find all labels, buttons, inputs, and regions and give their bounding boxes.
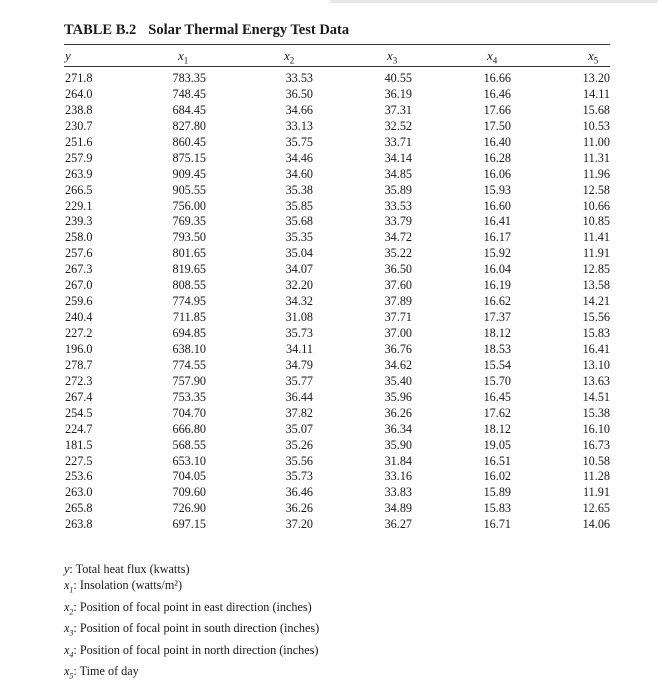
table-cell-col4: 16.04: [483, 262, 511, 277]
table-cell-col5: 10.85: [582, 214, 610, 229]
table-cell-col3: 36.27: [384, 517, 412, 532]
table-cell-col2: 36.50: [285, 86, 313, 101]
table-cell-col0: 229.1: [65, 198, 93, 213]
table-cell-col1: 875.15: [172, 150, 206, 165]
table-cell-col4: 18.12: [483, 421, 511, 436]
table-cell-col3: 34.62: [384, 357, 412, 372]
top-rule: [64, 44, 610, 45]
table-cell-col5: 11.28: [583, 469, 610, 484]
table-row: [0, 71, 658, 87]
table-cell-col0: 265.8: [65, 501, 93, 516]
table-cell-col2: 37.20: [285, 517, 313, 532]
table-row: [0, 199, 658, 215]
footnote-var: x: [64, 599, 70, 614]
footnote-text: : Position of focal point in north direction (inches): [73, 642, 319, 657]
table-cell-col0: 253.6: [65, 469, 93, 484]
table-cell-col1: 704.70: [172, 405, 206, 420]
table-cell-col5: 11.91: [583, 485, 610, 500]
table-cell-col2: 34.07: [285, 262, 313, 277]
table-cell-col3: 33.53: [384, 198, 412, 213]
table-cell-col3: 33.16: [384, 469, 412, 484]
table-cell-col4: 16.17: [483, 230, 511, 245]
table-cell-col4: 16.19: [483, 278, 511, 293]
table-cell-col4: 17.62: [483, 405, 511, 420]
table-cell-col3: 37.89: [384, 294, 412, 309]
table-cell-col1: 905.55: [172, 182, 206, 197]
table-row: [0, 183, 658, 199]
header-x3-sub: 3: [392, 55, 398, 66]
table-cell-col3: 37.60: [384, 278, 412, 293]
table-cell-col0: 257.6: [65, 246, 93, 261]
table-cell-col4: 16.02: [483, 469, 511, 484]
table-cell-col4: 17.66: [483, 102, 511, 117]
footnote-line: [64, 577, 319, 599]
table-cell-col0: 224.7: [65, 421, 93, 436]
table-cell-col4: 16.40: [483, 134, 511, 149]
table-cell-col1: 757.90: [172, 373, 206, 388]
table-row: [0, 135, 658, 151]
table-row: [0, 342, 658, 358]
table-cell-col3: 36.26: [384, 405, 412, 420]
table-cell-col2: 34.11: [286, 341, 313, 356]
table-cell-col3: 32.52: [384, 118, 412, 133]
table-row: [0, 422, 658, 438]
header-y-var: y: [65, 48, 71, 63]
table-cell-col2: 35.07: [285, 421, 313, 436]
table-cell-col4: 16.28: [483, 150, 511, 165]
table-cell-col3: 37.00: [384, 326, 412, 340]
footnote-line: [64, 663, 319, 685]
table-footnotes: [64, 561, 319, 685]
table-cell-col0: 267.4: [65, 389, 93, 404]
table-cell-col0: 239.3: [65, 214, 93, 229]
table-cell-col3: 33.79: [384, 214, 412, 229]
table-cell-col1: 909.45: [172, 166, 206, 181]
table-cell-col5: 13.58: [582, 278, 610, 293]
table-cell-col4: 17.50: [483, 118, 511, 133]
header-x3-var: x: [387, 48, 393, 63]
table-row: [0, 390, 658, 406]
table-cell-col0: 251.6: [65, 134, 93, 149]
table-cell-col1: 653.10: [172, 453, 206, 468]
table-cell-col2: 33.53: [285, 71, 313, 85]
table-cell-col1: 756.00: [172, 198, 206, 213]
table-cell-col1: 748.45: [172, 86, 206, 101]
table-row: [0, 358, 658, 374]
footnote-var: x: [64, 664, 70, 679]
table-cell-col5: 14.21: [582, 294, 610, 309]
header-y: [65, 48, 71, 66]
table-cell-col4: 16.45: [483, 389, 511, 404]
table-cell-col2: 35.04: [285, 246, 313, 261]
table-cell-col5: 16.73: [582, 437, 610, 452]
footnote-line: [64, 599, 319, 621]
table-row: [0, 167, 658, 183]
table-cell-col1: 774.95: [172, 294, 206, 309]
table-row: [0, 278, 658, 294]
table-row: [0, 326, 658, 342]
footnote-text: : Time of day: [73, 664, 139, 679]
table-cell-col0: 278.7: [65, 357, 93, 372]
table-cell-col3: 34.72: [384, 230, 412, 245]
table-cell-col2: 36.46: [285, 485, 313, 500]
footnote-sub: 2: [69, 607, 74, 617]
table-cell-col5: 13.20: [582, 71, 610, 85]
footnote-line: [64, 620, 319, 642]
table-cell-col4: 16.71: [483, 517, 511, 532]
table-cell-col3: 36.34: [384, 421, 412, 436]
table-cell-col0: 272.3: [65, 373, 93, 388]
table-cell-col5: 11.00: [583, 134, 610, 149]
header-x4-var: x: [487, 48, 493, 63]
table-row: [0, 454, 658, 470]
header-x2: [284, 48, 294, 66]
table-row: [0, 246, 658, 262]
table-cell-col4: 15.89: [483, 485, 511, 500]
table-cell-col1: 801.65: [172, 246, 206, 261]
table-row: [0, 87, 658, 103]
table-cell-col3: 35.96: [384, 389, 412, 404]
table-cell-col0: 264.0: [65, 86, 93, 101]
header-x1-var: x: [178, 48, 184, 63]
table-cell-col5: 10.66: [582, 198, 610, 213]
footnote-sub: 4: [69, 650, 74, 660]
table-row: [0, 501, 658, 517]
table-cell-col1: 711.85: [172, 310, 206, 325]
table-row: [0, 406, 658, 422]
table-cell-col5: 14.11: [583, 86, 610, 101]
table-cell-col0: 271.8: [65, 71, 93, 85]
table-cell-col0: 266.5: [65, 182, 93, 197]
table-cell-col2: 35.56: [285, 453, 313, 468]
table-cell-col4: 16.66: [483, 71, 511, 85]
table-cell-col0: 230.7: [65, 118, 93, 133]
table-cell-col5: 13.63: [582, 373, 610, 388]
table-row: [0, 438, 658, 454]
table-cell-col3: 35.89: [384, 182, 412, 197]
table-cell-col2: 35.77: [285, 373, 313, 388]
footnote-var: x: [64, 621, 70, 636]
table-cell-col3: 33.83: [384, 485, 412, 500]
table-cell-col1: 726.90: [172, 501, 206, 516]
table-cell-col5: 12.58: [582, 182, 610, 197]
table-cell-col2: 33.13: [285, 118, 313, 133]
table-cell-col2: 35.68: [285, 214, 313, 229]
header-x1: [178, 48, 188, 66]
table-cell-col1: 774.55: [172, 357, 206, 372]
table-cell-col2: 32.20: [285, 278, 313, 293]
table-cell-col2: 35.38: [285, 182, 313, 197]
table-cell-col1: 638.10: [172, 341, 206, 356]
table-cell-col3: 31.84: [384, 453, 412, 468]
table-title: [64, 22, 349, 39]
header-rule: [64, 66, 610, 67]
table-cell-col1: 860.45: [172, 134, 206, 149]
table-cell-col3: 36.76: [384, 341, 412, 356]
table-cell-col5: 15.38: [582, 405, 610, 420]
table-cell-col2: 34.66: [285, 102, 313, 117]
table-cell-col2: 34.46: [285, 150, 313, 165]
table-cell-col2: 34.79: [285, 357, 313, 372]
footnote-text: : Total heat flux (kwatts): [69, 562, 190, 576]
table-cell-col5: 12.65: [582, 501, 610, 516]
table-number: TABLE B.2: [64, 22, 137, 38]
table-cell-col2: 37.82: [285, 405, 313, 420]
footnote-line: [64, 642, 319, 664]
table-cell-col4: 18.53: [483, 341, 511, 356]
table-cell-col5: 10.58: [582, 453, 610, 468]
footnote-line: [64, 561, 319, 577]
table-cell-col0: 267.0: [65, 278, 93, 293]
footnote-var: x: [64, 642, 70, 657]
header-x5-sub: 5: [593, 55, 599, 66]
table-cell-col5: 11.41: [583, 230, 610, 245]
table-cell-col4: 16.41: [483, 214, 511, 229]
table-cell-col2: 36.44: [285, 389, 313, 404]
table-cell-col0: 259.6: [65, 294, 93, 309]
table-cell-col4: 16.46: [483, 86, 511, 101]
table-cell-col0: 263.9: [65, 166, 93, 181]
header-x3: [387, 48, 397, 66]
table-cell-col4: 16.60: [483, 198, 511, 213]
table-cell-col2: 34.60: [285, 166, 313, 181]
table-cell-col0: 254.5: [65, 405, 93, 420]
table-cell-col3: 35.40: [384, 373, 412, 388]
table-cell-col5: 14.51: [582, 389, 610, 404]
table-row: [0, 485, 658, 501]
table-cell-col0: 257.9: [65, 150, 93, 165]
table-cell-col3: 37.71: [384, 310, 412, 325]
table-body: [0, 71, 658, 533]
table-cell-col5: 16.41: [582, 341, 610, 356]
table-row: [0, 294, 658, 310]
table-cell-col0: 238.8: [65, 102, 93, 117]
table-cell-col3: 36.19: [384, 86, 412, 101]
table-row: [0, 374, 658, 390]
table-cell-col4: 15.93: [483, 182, 511, 197]
table-cell-col5: 10.53: [582, 118, 610, 133]
table-cell-col4: 19.05: [483, 437, 511, 452]
table-cell-col5: 15.68: [582, 102, 610, 117]
table-cell-col1: 783.35: [172, 71, 206, 85]
table-cell-col1: 568.55: [172, 437, 206, 452]
table-cell-col1: 827.80: [172, 118, 206, 133]
table-cell-col1: 666.80: [172, 421, 206, 436]
footnote-sub: 3: [69, 628, 74, 638]
table-cell-col0: 267.3: [65, 262, 93, 277]
footnote-var: x: [64, 578, 70, 593]
table-cell-col5: 16.10: [582, 421, 610, 436]
table-cell-col1: 694.85: [172, 326, 206, 340]
table-cell-col2: 35.73: [285, 469, 313, 484]
table-cell-col0: 240.4: [65, 310, 93, 325]
table-cell-col5: 12.85: [582, 262, 610, 277]
footnote-sub: 5: [69, 671, 74, 681]
table-cell-col0: 227.5: [65, 453, 93, 468]
table-cell-col1: 697.15: [172, 517, 206, 532]
table-cell-col4: 16.51: [483, 453, 511, 468]
table-cell-col0: 181.5: [65, 437, 93, 452]
table-row: [0, 262, 658, 278]
footnote-sub: 1: [69, 585, 74, 595]
table-cell-col1: 704.05: [172, 469, 206, 484]
footnote-var: y: [64, 562, 70, 576]
header-x5: [588, 48, 598, 66]
table-cell-col1: 819.65: [172, 262, 206, 277]
table-cell-col0: 196.0: [65, 341, 93, 356]
footnote-text: : Insolation (watts/m²): [73, 578, 183, 593]
table-cell-col3: 36.50: [384, 262, 412, 277]
table-cell-col4: 17.37: [483, 310, 511, 325]
table-cell-col2: 36.26: [285, 501, 313, 516]
table-cell-col4: 15.83: [483, 501, 511, 516]
table-cell-col5: 14.06: [582, 517, 610, 532]
table-cell-col1: 808.55: [172, 278, 206, 293]
table-cell-col5: 11.91: [583, 246, 610, 261]
footnote-text: : Position of focal point in east direction (inches): [73, 599, 312, 614]
table-cell-col3: 40.55: [384, 71, 412, 85]
table-row: [0, 517, 658, 533]
table-caption: Solar Thermal Energy Test Data: [148, 22, 350, 38]
table-cell-col1: 753.35: [172, 389, 206, 404]
table-cell-col1: 769.35: [172, 214, 206, 229]
table-cell-col0: 263.0: [65, 485, 93, 500]
table-cell-col5: 15.56: [582, 310, 610, 325]
table-cell-col5: 11.31: [583, 150, 610, 165]
table-row: [0, 151, 658, 167]
table-cell-col0: 258.0: [65, 230, 93, 245]
table-cell-col3: 34.85: [384, 166, 412, 181]
table-cell-col4: 16.62: [483, 294, 511, 309]
table-cell-col1: 709.60: [172, 485, 206, 500]
table-cell-col2: 35.85: [285, 198, 313, 213]
table-cell-col2: 34.32: [285, 294, 313, 309]
table-row: [0, 230, 658, 246]
table-cell-col3: 35.22: [384, 246, 412, 261]
table-cell-col3: 35.90: [384, 437, 412, 452]
table-cell-col2: 35.75: [285, 134, 313, 149]
table-cell-col4: 15.92: [483, 246, 511, 261]
table-cell-col4: 16.06: [483, 166, 511, 181]
table-row: [0, 119, 658, 135]
table-cell-col3: 34.89: [384, 501, 412, 516]
table-cell-col2: 35.73: [285, 326, 313, 340]
header-x2-var: x: [284, 48, 290, 63]
table-cell-col4: 15.70: [483, 373, 511, 388]
header-x2-sub: 2: [289, 55, 295, 66]
table-cell-col2: 35.35: [285, 230, 313, 245]
table-cell-col2: 35.26: [285, 437, 313, 452]
table-cell-col1: 793.50: [172, 230, 206, 245]
table-cell-col4: 15.54: [483, 357, 511, 372]
header-x4: [487, 48, 497, 66]
header-x4-sub: 4: [492, 55, 498, 66]
table-row: [0, 103, 658, 119]
header-x5-var: x: [588, 48, 594, 63]
table-row: [0, 214, 658, 230]
table-cell-col5: 15.83: [582, 326, 610, 340]
header-x1-sub: 1: [183, 55, 189, 66]
table-cell-col4: 18.12: [483, 326, 511, 340]
table-cell-col1: 684.45: [172, 102, 206, 117]
table-cell-col5: 13.10: [582, 357, 610, 372]
table-cell-col3: 34.14: [384, 150, 412, 165]
footnote-text: : Position of focal point in south direction (inches): [73, 621, 320, 636]
table-cell-col0: 263.8: [65, 517, 93, 532]
table-cell-col5: 11.96: [583, 166, 610, 181]
table-cell-col3: 37.31: [384, 102, 412, 117]
table-row: [0, 469, 658, 485]
table-cell-col2: 31.08: [285, 310, 313, 325]
table-cell-col3: 33.71: [384, 134, 412, 149]
table-row: [0, 310, 658, 326]
top-edge-strip: [330, 0, 658, 3]
table-cell-col0: 227.2: [65, 326, 93, 340]
